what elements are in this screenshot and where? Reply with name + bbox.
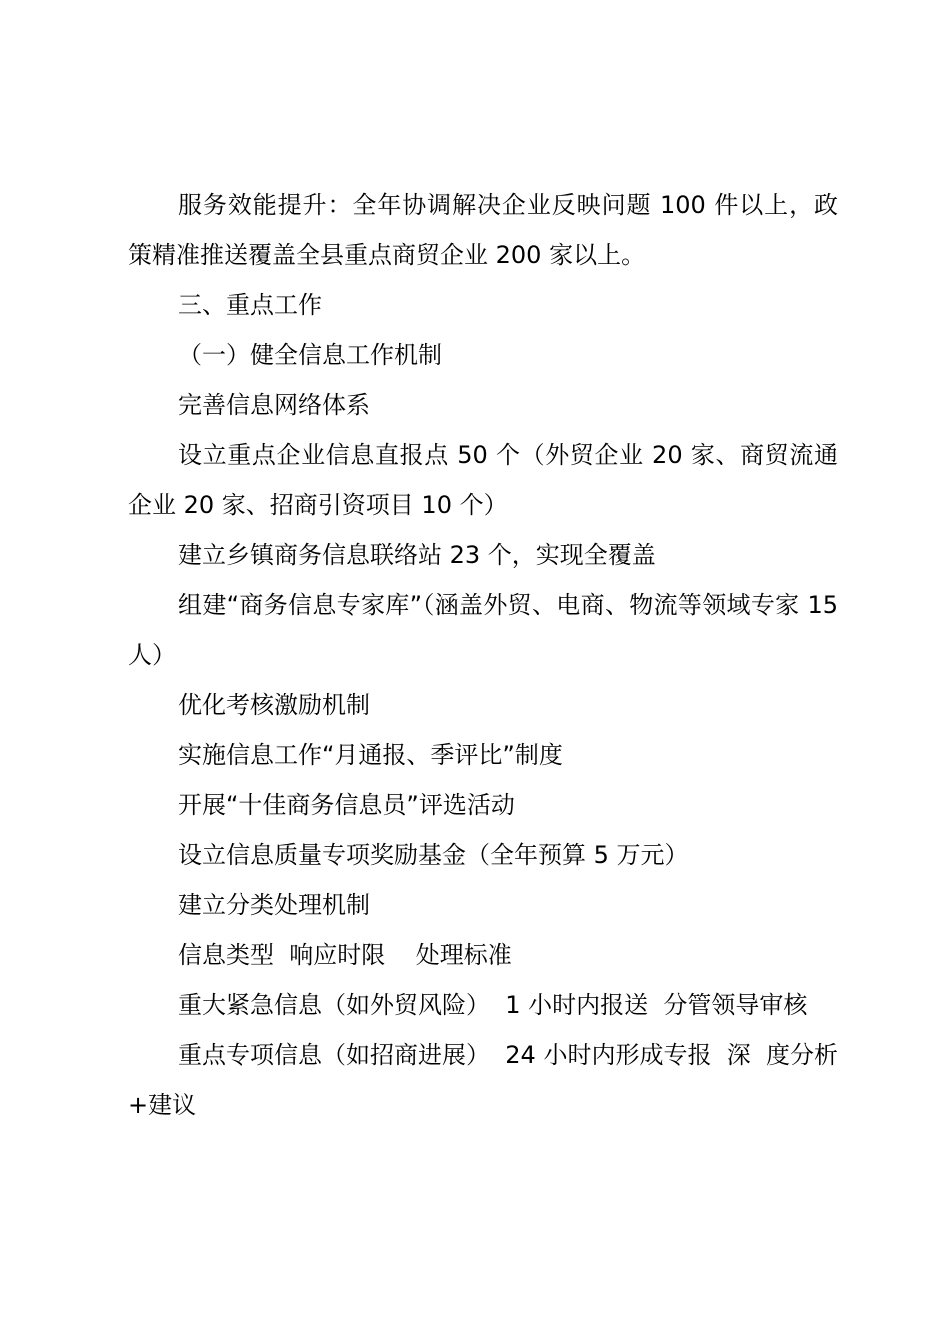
item-monthly-report: 实施信息工作“月通报、季评比”制度: [178, 741, 563, 769]
item-info-network: 完善信息网络体系: [178, 391, 370, 419]
item-direct-report-points: 设立重点企业信息直报点 50 个（外贸企业 20 家、商贸流通企业 20 家、招商引资项目 10 个）: [128, 441, 838, 519]
paragraph-service-efficiency: 服务效能提升：全年协调解决企业反映问题 100 件以上，政策精准推送覆盖全县重点商贸企业 200 家以上。: [128, 191, 838, 269]
table-row-urgent: 重大紧急信息（如外贸风险） 1 小时内报送 分管领导审核: [178, 991, 808, 1019]
document-body: [128, 180, 846, 1130]
item-expert-pool: 组建“商务信息专家库”（涵盖外贸、电商、物流等领域专家 15 人）: [128, 591, 846, 669]
heading-key-work: 三、重点工作: [178, 291, 322, 319]
item-classification-mechanism: 建立分类处理机制: [178, 891, 370, 919]
item-assessment-incentive: 优化考核激励机制: [178, 691, 370, 719]
item-township-stations: 建立乡镇商务信息联络站 23 个，实现全覆盖: [178, 541, 656, 569]
subheading-info-mechanism: （一）健全信息工作机制: [178, 341, 442, 369]
table-row-key-special: 重点专项信息（如招商进展） 24 小时内形成专报 深 度分析+建议: [128, 1041, 838, 1119]
item-top-ten-selection: 开展“十佳商务信息员”评选活动: [178, 791, 515, 819]
table-header-row: 信息类型 响应时限 处理标准: [178, 941, 512, 969]
item-quality-fund: 设立信息质量专项奖励基金（全年预算 5 万元）: [178, 841, 689, 869]
